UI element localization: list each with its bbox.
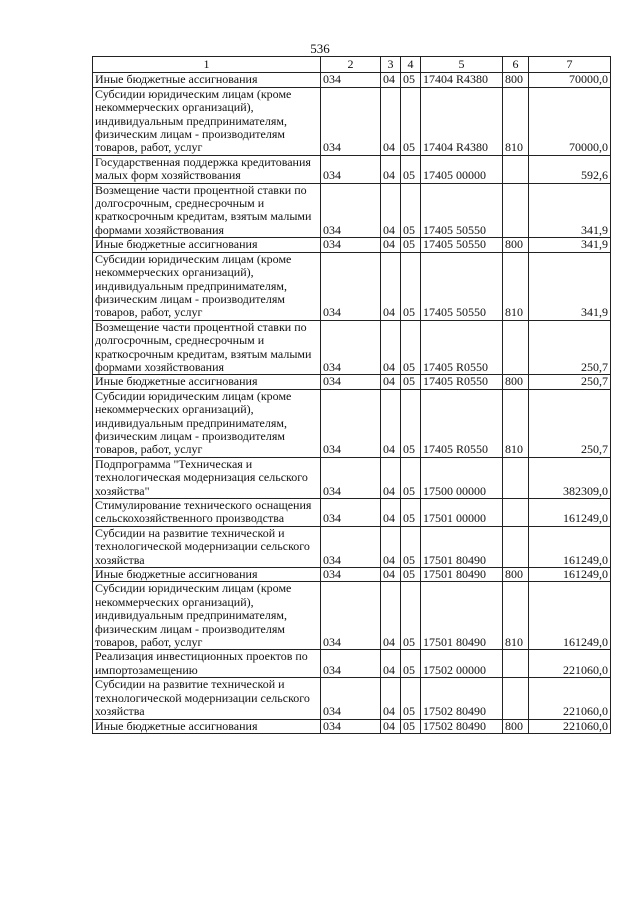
row-section: 04 (381, 155, 401, 183)
row-target-article: 17501 00000 (421, 499, 503, 527)
row-description: Иные бюджетные ассигнования (93, 238, 321, 252)
row-target-article: 17405 50550 (421, 183, 503, 238)
budget-table (92, 56, 611, 734)
row-amount: 250,7 (529, 375, 611, 389)
row-ministry-code: 034 (321, 526, 381, 567)
row-section: 04 (381, 526, 401, 567)
row-amount: 221060,0 (529, 650, 611, 678)
row-ministry-code: 034 (321, 389, 381, 457)
row-description: Субсидии на развитие технической и технологической модернизации сельского хозяйства (93, 678, 321, 719)
row-subsection: 05 (401, 457, 421, 498)
row-section: 04 (381, 568, 401, 582)
row-subsection: 05 (401, 320, 421, 375)
row-section: 04 (381, 499, 401, 527)
row-section: 04 (381, 238, 401, 252)
row-ministry-code: 034 (321, 252, 381, 320)
row-ministry-code: 034 (321, 183, 381, 238)
row-subsection: 05 (401, 582, 421, 650)
row-subsection: 05 (401, 526, 421, 567)
row-target-article: 17502 00000 (421, 650, 503, 678)
row-section: 04 (381, 650, 401, 678)
page-number: 536 (310, 41, 330, 56)
row-target-article: 17501 80490 (421, 582, 503, 650)
row-ministry-code: 034 (321, 320, 381, 375)
row-description: Государственная поддержка кредитования малых форм хозяйствования (93, 155, 321, 183)
table-row (93, 183, 611, 238)
column-header: 3 (381, 57, 401, 73)
row-subsection: 05 (401, 73, 421, 87)
row-subsection: 05 (401, 375, 421, 389)
row-section: 04 (381, 678, 401, 719)
row-ministry-code: 034 (321, 457, 381, 498)
row-expense-type: 800 (503, 238, 529, 252)
row-expense-type (503, 650, 529, 678)
table-body (93, 73, 611, 734)
column-header: 2 (321, 57, 381, 73)
row-subsection: 05 (401, 389, 421, 457)
row-ministry-code: 034 (321, 155, 381, 183)
row-expense-type (503, 320, 529, 375)
row-section: 04 (381, 389, 401, 457)
table-row (93, 719, 611, 733)
row-description: Подпрограмма "Техническая и технологическая модернизация сельского хозяйства" (93, 457, 321, 498)
row-expense-type: 800 (503, 375, 529, 389)
row-target-article: 17405 R0550 (421, 320, 503, 375)
row-expense-type (503, 457, 529, 498)
row-section: 04 (381, 719, 401, 733)
row-subsection: 05 (401, 499, 421, 527)
table-row (93, 87, 611, 155)
row-section: 04 (381, 320, 401, 375)
table-row (93, 238, 611, 252)
row-amount: 341,9 (529, 238, 611, 252)
table-row (93, 252, 611, 320)
row-subsection: 05 (401, 183, 421, 238)
row-amount: 70000,0 (529, 87, 611, 155)
row-amount: 341,9 (529, 252, 611, 320)
row-amount: 592,6 (529, 155, 611, 183)
row-target-article: 17404 R4380 (421, 87, 503, 155)
column-header: 7 (529, 57, 611, 73)
row-target-article: 17501 80490 (421, 568, 503, 582)
table-row (93, 320, 611, 375)
row-subsection: 05 (401, 650, 421, 678)
column-header: 4 (401, 57, 421, 73)
row-subsection: 05 (401, 238, 421, 252)
row-ministry-code: 034 (321, 87, 381, 155)
row-description: Стимулирование технического оснащения сельскохозяйственного производства (93, 499, 321, 527)
row-description: Возмещение части процентной ставки по долгосрочным, среднесрочным и краткосрочным кредитам, взятым малыми формами хозяйствования (93, 183, 321, 238)
row-ministry-code: 034 (321, 650, 381, 678)
row-expense-type: 800 (503, 568, 529, 582)
row-target-article: 17502 80490 (421, 719, 503, 733)
table-row (93, 678, 611, 719)
column-header: 6 (503, 57, 529, 73)
row-section: 04 (381, 457, 401, 498)
column-header: 1 (93, 57, 321, 73)
table-row (93, 499, 611, 527)
row-expense-type (503, 499, 529, 527)
row-description: Субсидии юридическим лицам (кроме некоммерческих организаций), индивидуальным предпринимателям, физическим лицам - производителям товаров, работ, услуг (93, 87, 321, 155)
row-amount: 161249,0 (529, 582, 611, 650)
row-expense-type (503, 526, 529, 567)
row-amount: 250,7 (529, 389, 611, 457)
column-header: 5 (421, 57, 503, 73)
row-subsection: 05 (401, 155, 421, 183)
row-amount: 161249,0 (529, 568, 611, 582)
row-amount: 250,7 (529, 320, 611, 375)
table-row (93, 389, 611, 457)
row-section: 04 (381, 183, 401, 238)
row-description: Возмещение части процентной ставки по долгосрочным, среднесрочным и краткосрочным кредитам, взятым малыми формами хозяйствования (93, 320, 321, 375)
row-description: Иные бюджетные ассигнования (93, 375, 321, 389)
row-ministry-code: 034 (321, 499, 381, 527)
table-row (93, 73, 611, 87)
row-target-article: 17502 80490 (421, 678, 503, 719)
row-description: Иные бюджетные ассигнования (93, 73, 321, 87)
row-description: Субсидии на развитие технической и технологической модернизации сельского хозяйства (93, 526, 321, 567)
row-section: 04 (381, 252, 401, 320)
row-amount: 221060,0 (529, 719, 611, 733)
row-amount: 70000,0 (529, 73, 611, 87)
row-amount: 382309,0 (529, 457, 611, 498)
row-expense-type (503, 155, 529, 183)
row-section: 04 (381, 582, 401, 650)
row-description: Реализация инвестиционных проектов по импортозамещению (93, 650, 321, 678)
row-subsection: 05 (401, 678, 421, 719)
row-expense-type: 810 (503, 582, 529, 650)
table-row (93, 457, 611, 498)
table-header-row (93, 57, 611, 73)
row-subsection: 05 (401, 87, 421, 155)
row-expense-type (503, 678, 529, 719)
row-ministry-code: 034 (321, 238, 381, 252)
row-ministry-code: 034 (321, 582, 381, 650)
row-description: Субсидии юридическим лицам (кроме некоммерческих организаций), индивидуальным предпринимателям, физическим лицам - производителям товаров, работ, услуг (93, 252, 321, 320)
table-row (93, 650, 611, 678)
row-target-article: 17405 00000 (421, 155, 503, 183)
row-expense-type: 810 (503, 87, 529, 155)
row-amount: 341,9 (529, 183, 611, 238)
table-row (93, 375, 611, 389)
row-section: 04 (381, 375, 401, 389)
row-subsection: 05 (401, 568, 421, 582)
row-target-article: 17405 R0550 (421, 375, 503, 389)
row-amount: 161249,0 (529, 499, 611, 527)
row-expense-type (503, 183, 529, 238)
table-row (93, 526, 611, 567)
row-subsection: 05 (401, 719, 421, 733)
row-description: Субсидии юридическим лицам (кроме некоммерческих организаций), индивидуальным предпринимателям, физическим лицам - производителям товаров, работ, услуг (93, 389, 321, 457)
row-target-article: 17501 80490 (421, 526, 503, 567)
row-expense-type: 800 (503, 719, 529, 733)
row-ministry-code: 034 (321, 375, 381, 389)
row-target-article: 17405 50550 (421, 238, 503, 252)
row-expense-type: 810 (503, 389, 529, 457)
table-row (93, 568, 611, 582)
table-row (93, 582, 611, 650)
row-target-article: 17404 R4380 (421, 73, 503, 87)
row-section: 04 (381, 73, 401, 87)
row-description: Субсидии юридическим лицам (кроме некоммерческих организаций), индивидуальным предпринимателям, физическим лицам - производителям товаров, работ, услуг (93, 582, 321, 650)
row-ministry-code: 034 (321, 568, 381, 582)
row-ministry-code: 034 (321, 719, 381, 733)
table-row (93, 155, 611, 183)
row-target-article: 17405 50550 (421, 252, 503, 320)
row-target-article: 17405 R0550 (421, 389, 503, 457)
row-target-article: 17500 00000 (421, 457, 503, 498)
row-section: 04 (381, 87, 401, 155)
row-expense-type: 800 (503, 73, 529, 87)
row-amount: 221060,0 (529, 678, 611, 719)
row-expense-type: 810 (503, 252, 529, 320)
row-amount: 161249,0 (529, 526, 611, 567)
row-description: Иные бюджетные ассигнования (93, 568, 321, 582)
row-ministry-code: 034 (321, 73, 381, 87)
row-subsection: 05 (401, 252, 421, 320)
row-description: Иные бюджетные ассигнования (93, 719, 321, 733)
row-ministry-code: 034 (321, 678, 381, 719)
